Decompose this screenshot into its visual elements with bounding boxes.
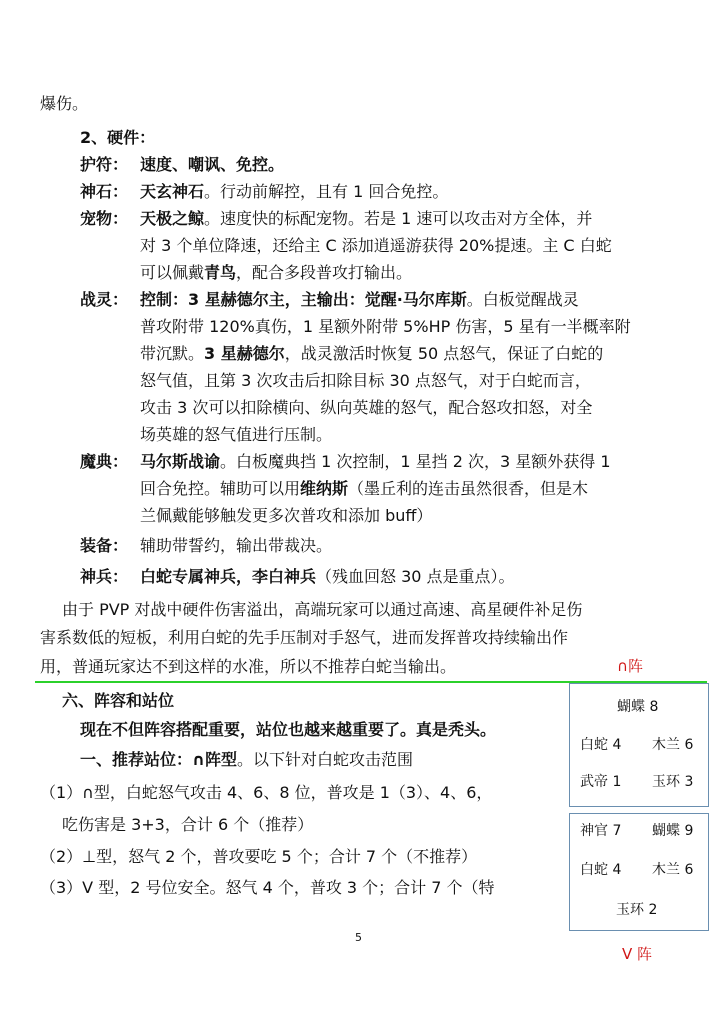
bold-text: 天玄神石 (140, 182, 205, 201)
label: 神石： (80, 182, 129, 201)
text: 。白板觉醒战灵 (466, 290, 579, 309)
intro-line: 现在不但阵容搭配重要，站位也越来越重要了。真是秃头。 (80, 720, 497, 739)
text-line (140, 478, 588, 500)
formation-cell: 玉环 2 (616, 902, 658, 918)
bold-text: 维纳斯 (300, 479, 349, 498)
item-equipment (80, 535, 332, 557)
text: ，配合多段普攻打输出。 (236, 263, 413, 282)
item-divine-stone (80, 181, 448, 203)
text-line: 对 3 个单位降速，还给主 C 添加逍遥游获得 20%提速。主 C 白蛇 (140, 236, 612, 255)
formation-v-title: V 阵 (622, 945, 653, 963)
paragraph-line: 用，普通玩家达不到这样的水准，所以不推荐白蛇当输出。 (40, 657, 457, 676)
list-item: （2）⊥型，怒气 2 个，普攻要吃 5 个；合计 7 个（不推荐） (40, 847, 478, 866)
text: （墨丘利的连击虽然很香，但是木 (348, 479, 589, 498)
item-talisman (80, 154, 284, 176)
item-pet (80, 208, 592, 230)
label: 战灵： (80, 290, 129, 309)
paragraph-line: 害系数低的短板，利用白蛇的先手压制对手怒气，进而发挥普攻持续输出作 (40, 628, 569, 647)
label: 宠物： (80, 209, 129, 228)
bold-text: 3 星赫德尔 (204, 344, 285, 363)
text: 。白板魔典挡 1 次控制，1 星挡 2 次，3 星额外获得 1 (220, 452, 611, 471)
formation-cell: 白蛇 4 (580, 737, 622, 753)
paragraph-line: 由于 PVP 对战中硬件伤害溢出，高端玩家可以通过高速、高星硬件补足伤 (62, 600, 583, 619)
text: 。以下针对白蛇攻击范围 (237, 750, 414, 769)
text: 。速度快的标配宠物。若是 1 速可以攻击对方全体，并 (204, 209, 593, 228)
bold-text: 白蛇专属神兵，李白神兵 (140, 567, 317, 586)
text: （残血回怒 30 点是重点）。 (316, 567, 515, 586)
list-item: 吃伤害是 3+3，合计 6 个（推荐） (62, 815, 314, 834)
formation-cell: 蝴蝶 9 (652, 823, 694, 839)
formation-cell: 玉环 3 (652, 774, 694, 790)
item-war-spirit (80, 289, 579, 311)
list-item: （1）∩型，白蛇怒气攻击 4、6、8 位，普攻是 1（3）、4、6， (40, 783, 493, 802)
text-line: 爆伤。 (40, 94, 89, 113)
formation-cell: 木兰 6 (652, 862, 694, 878)
formation-cell: 木兰 6 (652, 737, 694, 753)
formation-cap-box (569, 683, 709, 807)
text-line (140, 262, 412, 284)
list-item: （3）V 型，2 号位安全。怒气 4 个，普攻 3 个；合计 7 个（特 (40, 878, 495, 897)
bold-text: 青鸟 (204, 263, 237, 282)
page-number: 5 (355, 931, 362, 944)
bold-text: 天极之鲸 (140, 209, 205, 228)
text-line: 兰佩戴能够触发更多次普攻和添加 buff） (140, 506, 433, 525)
formation-cell: 神官 7 (580, 823, 622, 839)
subheading-hardware: 2、硬件： (80, 128, 156, 147)
label: 护符： (80, 155, 129, 174)
formation-cell: 白蛇 4 (580, 862, 622, 878)
formation-v-box (569, 813, 709, 931)
text: ，战灵激活时恢复 50 点怒气，保证了白蛇的 (284, 344, 604, 363)
text-line: 普攻附带 120%真伤，1 星额外附带 5%HP 伤害，5 星有一半概率附 (140, 317, 631, 336)
recommend-line (80, 749, 413, 771)
bold-text: 控制：3 星赫德尔主，主输出：觉醒·马尔库斯 (140, 290, 467, 309)
item-divine-weapon (80, 566, 515, 588)
text: 速度、嘲讽、免控。 (140, 155, 285, 174)
label: 装备： (80, 536, 129, 555)
formation-cell: 蝴蝶 8 (617, 699, 659, 715)
item-codex (80, 451, 611, 473)
text-line (140, 343, 603, 365)
bold-text: 一、推荐站位：∩阵型 (80, 750, 237, 769)
text: 回合免控。辅助可以用 (140, 479, 301, 498)
text-line: 场英雄的怒气值进行压制。 (140, 425, 333, 444)
text: 可以佩戴 (140, 263, 205, 282)
section-heading: 六、阵容和站位 (62, 691, 175, 710)
text-line: 攻击 3 次可以扣除横向、纵向英雄的怒气，配合怒攻扣怒，对全 (140, 398, 593, 417)
label: 神兵： (80, 567, 129, 586)
text-line: 怒气值，且第 3 次攻击后扣除目标 30 点怒气，对于白蛇而言， (140, 371, 591, 390)
text: 带沉默。 (140, 344, 205, 363)
bold-text: 马尔斯战谕 (140, 452, 221, 471)
text: 。行动前解控，且有 1 回合免控。 (204, 182, 449, 201)
text: 辅助带誓约，输出带裁决。 (140, 536, 333, 555)
formation-cap-title: ∩阵 (617, 657, 643, 675)
label: 魔典： (80, 452, 129, 471)
formation-cell: 武帝 1 (580, 774, 622, 790)
